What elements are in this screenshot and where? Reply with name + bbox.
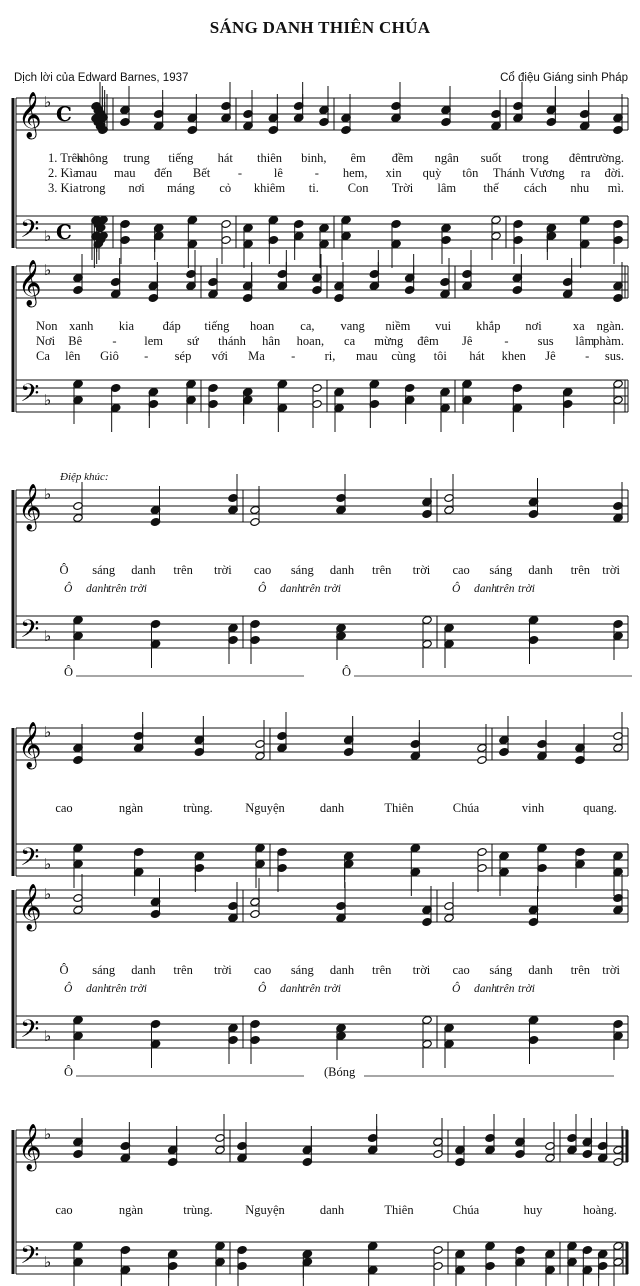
note-head — [613, 631, 623, 660]
note-head — [277, 403, 287, 432]
note-head — [528, 635, 538, 664]
verse-3-word: sus. — [604, 349, 624, 363]
note-head — [221, 235, 231, 264]
refrain-word: trên — [371, 963, 392, 977]
treble-staff — [16, 490, 628, 522]
verse-2-word: ca — [344, 334, 356, 348]
refrain-alto-word: trời — [518, 983, 536, 995]
verse-2-word: đời. — [604, 166, 624, 180]
note-head — [562, 399, 572, 428]
verse-3-word: - — [585, 349, 590, 363]
note-head — [404, 395, 414, 424]
note-head — [546, 231, 556, 260]
verse-1-word: 1. Trên — [48, 151, 84, 165]
refrain-word: danh — [329, 563, 355, 577]
note-head — [462, 395, 472, 424]
note-head — [98, 231, 108, 260]
refrain-word: danh — [528, 963, 553, 977]
note-head — [545, 1265, 555, 1286]
treble-staff — [16, 266, 628, 298]
flat-sign-icon: ♭ — [44, 93, 52, 111]
refrain-word: trên — [570, 963, 591, 977]
verse-3-word: - — [291, 349, 296, 363]
verse-3-word: Jê — [545, 349, 556, 363]
refrain-alto-word: Ô — [258, 983, 267, 995]
note-head — [93, 239, 103, 268]
refrain-word: danh — [131, 563, 156, 577]
note-head — [477, 863, 487, 892]
verse-2-word: quỳ — [422, 166, 442, 180]
note-head — [575, 859, 585, 888]
refrain-alto-word: danh — [86, 583, 109, 595]
refrain-alto-word: danh — [86, 983, 109, 995]
note-head — [341, 231, 351, 260]
verse-1-word: hát — [217, 151, 233, 165]
refrain-word: huy — [523, 1203, 543, 1217]
verse-3-word: cỏ — [219, 181, 232, 195]
note-head — [133, 867, 143, 896]
refrain-word: trời — [602, 963, 620, 977]
verse-2-word: tôn — [462, 166, 479, 180]
verse-2-word: lâm — [575, 334, 595, 348]
refrain-alto-word: trời — [130, 583, 148, 595]
refrain-word: trùng. — [183, 1203, 213, 1217]
origin-credit: Cổ điệu Giáng sinh Pháp — [500, 72, 628, 84]
verse-1-word: nơi — [525, 319, 542, 333]
verse-2-word: xin — [385, 166, 402, 180]
refrain-word: Thiên — [384, 1203, 414, 1217]
verse-1-word: đềm — [391, 151, 414, 165]
note-head — [215, 1257, 225, 1286]
verse-1-word: suốt — [480, 151, 502, 165]
refrain-word: Chúa — [452, 1203, 480, 1217]
verse-3-word: mì. — [607, 181, 624, 195]
verse-1-word: vang — [340, 319, 365, 333]
verse-3-word: mau — [355, 349, 378, 363]
verse-3-word: khen — [501, 349, 526, 363]
verse-3-word: lâm — [437, 181, 457, 195]
flat-sign-icon: ♭ — [44, 1027, 52, 1045]
refrain-word: Ô — [59, 963, 69, 977]
refrain-alto-word: trời — [130, 983, 148, 995]
note-head — [250, 635, 260, 664]
verse-3-word: khiêm — [253, 181, 286, 195]
song-title: SÁNG DANH THIÊN CHÚA — [209, 18, 431, 37]
note-head — [228, 1035, 238, 1064]
refrain-word: trên — [570, 563, 591, 577]
note-head — [302, 1257, 312, 1286]
refrain-alto-word: trời — [324, 983, 342, 995]
verse-3-word: hát — [469, 349, 485, 363]
verse-3-word: sép — [174, 349, 192, 363]
note-head — [444, 639, 454, 668]
note-head — [268, 235, 278, 264]
verse-2-word: - — [237, 166, 243, 180]
verse-1-word: êm — [350, 151, 366, 165]
treble-staff — [16, 728, 628, 760]
note-head — [208, 399, 218, 428]
common-time-icon: C — [56, 220, 72, 244]
verse-1-word: khắp — [476, 319, 501, 333]
verse-1-word: vui — [435, 319, 452, 333]
note-head — [613, 395, 623, 424]
treble-clef-icon: 𝄞 — [18, 884, 42, 930]
note-head — [515, 1257, 525, 1286]
flat-sign-icon: ♭ — [44, 391, 52, 409]
verse-2-word: lem — [144, 334, 163, 348]
refrain-alto-word: danh — [474, 583, 497, 595]
treble-staff — [16, 890, 628, 922]
refrain-word: trời — [412, 563, 431, 577]
verse-2-word: sus — [537, 334, 554, 348]
verse-3-word: máng — [167, 181, 195, 195]
note-head — [120, 1265, 130, 1286]
note-head — [422, 639, 432, 668]
verse-3-word: ti. — [308, 181, 319, 195]
note-head — [73, 1257, 83, 1286]
refrain-word: danh — [131, 963, 156, 977]
refrain-word: trời — [213, 963, 232, 977]
verse-1-word: ca, — [300, 319, 315, 333]
verse-2-word: 2. Kìa — [48, 166, 79, 180]
bass-clef-icon: 𝄢 — [20, 1241, 40, 1276]
note-head — [150, 1039, 160, 1068]
verse-2-word: Jê — [461, 334, 473, 348]
refrain-alto-word: Ô — [452, 583, 461, 595]
note-head — [319, 239, 329, 268]
refrain-word: vinh — [521, 801, 545, 815]
refrain-alto-word: trên — [496, 583, 515, 595]
note-head — [336, 1031, 346, 1060]
note-head — [369, 399, 379, 428]
verse-3-word: 3. Kia — [48, 181, 79, 195]
refrain-word: quang. — [583, 801, 617, 815]
verse-2-word: Vương — [529, 166, 565, 180]
verse-2-word: lê — [273, 166, 283, 180]
note-head — [491, 231, 501, 260]
refrain-word: trời — [412, 963, 431, 977]
verse-2-word: đến — [154, 166, 173, 180]
refrain-word: ngàn — [118, 1203, 144, 1217]
verse-3-word: - — [144, 349, 149, 363]
note-head — [613, 1031, 623, 1060]
refrain-word: sáng — [92, 563, 116, 577]
verse-3-word: Trời — [391, 181, 414, 195]
verse-1-word: đêm — [568, 151, 591, 165]
refrain-bass-word: Ô — [64, 665, 74, 679]
note-head — [110, 403, 120, 432]
note-head — [187, 239, 197, 268]
verse-3-word: nơi — [128, 181, 145, 195]
refrain-word: sáng — [290, 963, 314, 977]
note-head — [73, 631, 83, 660]
verse-1-word: xa — [572, 319, 585, 333]
note-head — [410, 867, 420, 896]
note-head — [194, 863, 204, 892]
note-head — [444, 1039, 454, 1068]
refrain-alto-word: trời — [324, 583, 342, 595]
refrain-alto-word: trên — [108, 983, 127, 995]
note-head — [255, 859, 265, 888]
refrain-word: cao — [55, 801, 73, 815]
verse-1-word: tiếng — [168, 151, 194, 165]
note-head — [73, 1031, 83, 1060]
refrain-alto-word: trên — [302, 583, 321, 595]
refrain-alto-word: Ô — [64, 983, 73, 995]
verse-3-word: ri, — [324, 349, 336, 363]
refrain-word: danh — [319, 801, 345, 815]
refrain-word: trên — [371, 563, 392, 577]
verse-3-word: Ca — [36, 349, 50, 363]
note-head — [336, 631, 346, 660]
refrain-word: cao — [452, 963, 470, 977]
bass-staff — [16, 1242, 628, 1274]
verse-2-word: Bết — [192, 166, 211, 180]
note-head — [499, 867, 509, 896]
refrain-alto-word: Ô — [452, 983, 461, 995]
treble-clef-icon: 𝄞 — [18, 92, 42, 138]
note-head — [537, 863, 547, 892]
bass-clef-icon: 𝄢 — [20, 1015, 40, 1050]
refrain-bass-word: Ô — [342, 665, 352, 679]
refrain-alto-word: trên — [302, 983, 321, 995]
refrain-alto-word: trời — [518, 583, 536, 595]
flat-sign-icon: ♭ — [44, 627, 52, 645]
refrain-word: ngàn — [118, 801, 144, 815]
flat-sign-icon: ♭ — [44, 885, 52, 903]
refrain-word: trùng. — [183, 801, 213, 815]
verse-1-word: niềm — [385, 319, 411, 333]
refrain-alto-word: trên — [496, 983, 515, 995]
note-head — [73, 395, 83, 424]
flat-sign-icon: ♭ — [44, 1125, 52, 1143]
verse-1-word: trường. — [587, 151, 624, 165]
refrain-word: trời — [213, 563, 232, 577]
refrain-word: cao — [253, 963, 272, 977]
note-head — [186, 395, 196, 424]
refrain-word: cao — [55, 1203, 73, 1217]
refrain-word: cao — [253, 563, 272, 577]
refrain-alto-word: danh — [280, 583, 303, 595]
refrain-word: cao — [452, 563, 470, 577]
verse-2-word: đêm — [417, 334, 439, 348]
refrain-word: Nguyện — [245, 1203, 285, 1217]
verse-3-word: nhu — [570, 181, 590, 195]
bass-clef-icon: 𝄢 — [20, 615, 40, 650]
verse-3-word: cùng — [391, 349, 416, 363]
refrain-word: trên — [173, 963, 193, 977]
bass-clef-icon: 𝄢 — [20, 843, 40, 878]
verse-1-word: không — [76, 151, 108, 165]
note-head — [312, 399, 322, 428]
note-head — [613, 1257, 623, 1286]
verse-2-word: mừng — [374, 334, 404, 348]
note-head — [293, 231, 303, 260]
verse-3-word: với — [211, 349, 228, 363]
verse-2-word: hem, — [342, 166, 368, 180]
bass-staff — [16, 380, 628, 412]
verse-3-word: Giô — [100, 349, 119, 363]
treble-clef-icon: 𝄞 — [18, 260, 42, 306]
note-head — [334, 403, 344, 432]
verse-2-word: hoan, — [296, 334, 325, 348]
treble-staff — [16, 1130, 628, 1162]
refrain-word: sáng — [489, 563, 513, 577]
verse-2-word: hân — [262, 334, 281, 348]
verse-3-word: trong — [79, 181, 106, 195]
common-time-icon: C — [56, 102, 72, 126]
verse-1-word: binh, — [301, 151, 327, 165]
note-head — [528, 1035, 538, 1064]
note-head — [613, 235, 623, 264]
verse-1-word: kia — [118, 319, 135, 333]
refrain-alto-word: Ô — [64, 583, 73, 595]
verse-2-word: Thánh — [492, 166, 525, 180]
refrain-word: danh — [319, 1203, 345, 1217]
verse-2-word: sứ — [186, 334, 199, 348]
verse-2-word: - — [504, 334, 509, 348]
note-head — [567, 1257, 577, 1286]
flat-sign-icon: ♭ — [44, 855, 52, 873]
verse-1-word: trong — [522, 151, 549, 165]
note-head — [391, 239, 401, 268]
refrain-alto-word: trên — [108, 583, 127, 595]
flat-sign-icon: ♭ — [44, 227, 52, 245]
note-head — [242, 395, 252, 424]
verse-2-word: Nơi — [36, 334, 56, 348]
refrain-word: sáng — [92, 963, 116, 977]
bass-clef-icon: 𝄢 — [20, 379, 40, 414]
note-head — [277, 863, 287, 892]
refrain-alto-word: danh — [474, 983, 497, 995]
verse-1-word: Non — [36, 319, 58, 333]
verse-1-word: thiên — [257, 151, 283, 165]
verse-1-word: đáp — [162, 319, 181, 333]
verse-1-word: hoan — [249, 319, 275, 333]
bass-staff — [16, 844, 628, 876]
verse-1-word: tiếng — [204, 319, 230, 333]
bass-clef-icon: 𝄢 — [20, 215, 40, 250]
note-head — [582, 1265, 592, 1286]
note-head — [95, 235, 105, 264]
verse-3-word: cách — [523, 181, 547, 195]
refrain-word: trên — [173, 563, 193, 577]
verse-1-word: ngàn. — [596, 319, 624, 333]
note-head — [153, 231, 163, 260]
verse-1-word: xanh — [69, 319, 94, 333]
refrain-word: Thiên — [384, 801, 414, 815]
note-head — [120, 235, 130, 264]
treble-clef-icon: 𝄞 — [18, 484, 42, 530]
treble-clef-icon: 𝄞 — [18, 722, 42, 768]
verse-2-word: Bê — [68, 334, 83, 348]
refrain-alto-word: Ô — [258, 583, 267, 595]
note-head — [228, 635, 238, 664]
flat-sign-icon: ♭ — [44, 261, 52, 279]
refrain-bass-word: Ô — [64, 1065, 74, 1079]
verse-2-word: thánh — [218, 334, 246, 348]
refrain-word: danh — [528, 563, 553, 577]
verse-1-word: trung — [123, 151, 150, 165]
note-head — [579, 239, 589, 268]
refrain-word: Ô — [59, 563, 69, 577]
flat-sign-icon: ♭ — [44, 723, 52, 741]
refrain-word: Chúa — [452, 801, 480, 815]
note-head — [148, 399, 158, 428]
refrain-word: Nguyện — [245, 801, 285, 815]
verse-3-word: thế — [483, 181, 499, 195]
refrain-word: hoàng. — [583, 1203, 617, 1217]
refrain-alto-word: danh — [280, 983, 303, 995]
refrain-bass-word: (Bóng — [324, 1065, 356, 1079]
refrain-label: Điệp khúc: — [60, 471, 109, 483]
verse-3-word: lên — [65, 349, 81, 363]
verse-2-word: ra — [580, 166, 591, 180]
flat-sign-icon: ♭ — [44, 485, 52, 503]
note-head — [367, 1265, 377, 1286]
refrain-word: sáng — [489, 963, 513, 977]
note-head — [455, 1265, 465, 1286]
note-head — [150, 639, 160, 668]
note-head — [422, 1039, 432, 1068]
flat-sign-icon: ♭ — [44, 1253, 52, 1271]
treble-clef-icon: 𝄞 — [18, 1124, 42, 1170]
verse-3-word: Ma — [248, 349, 265, 363]
note-head — [440, 403, 450, 432]
verse-2-word: - — [314, 166, 319, 180]
verse-1-word: ngân — [434, 151, 459, 165]
verse-2-word: phàm. — [593, 334, 624, 348]
note-head — [512, 403, 522, 432]
verse-3-word: Con — [347, 181, 369, 195]
note-head — [441, 235, 451, 264]
verse-2-word: mau — [114, 166, 136, 180]
refrain-word: danh — [329, 963, 355, 977]
lyricist-credit: Dịch lời của Edward Barnes, 1937 — [14, 72, 189, 84]
verse-2-word: mau — [75, 166, 98, 180]
refrain-word: sáng — [290, 563, 314, 577]
note-head — [250, 1035, 260, 1064]
verse-3-word: tôi — [433, 349, 447, 363]
verse-2-word: - — [112, 334, 117, 348]
refrain-word: trời — [602, 563, 620, 577]
